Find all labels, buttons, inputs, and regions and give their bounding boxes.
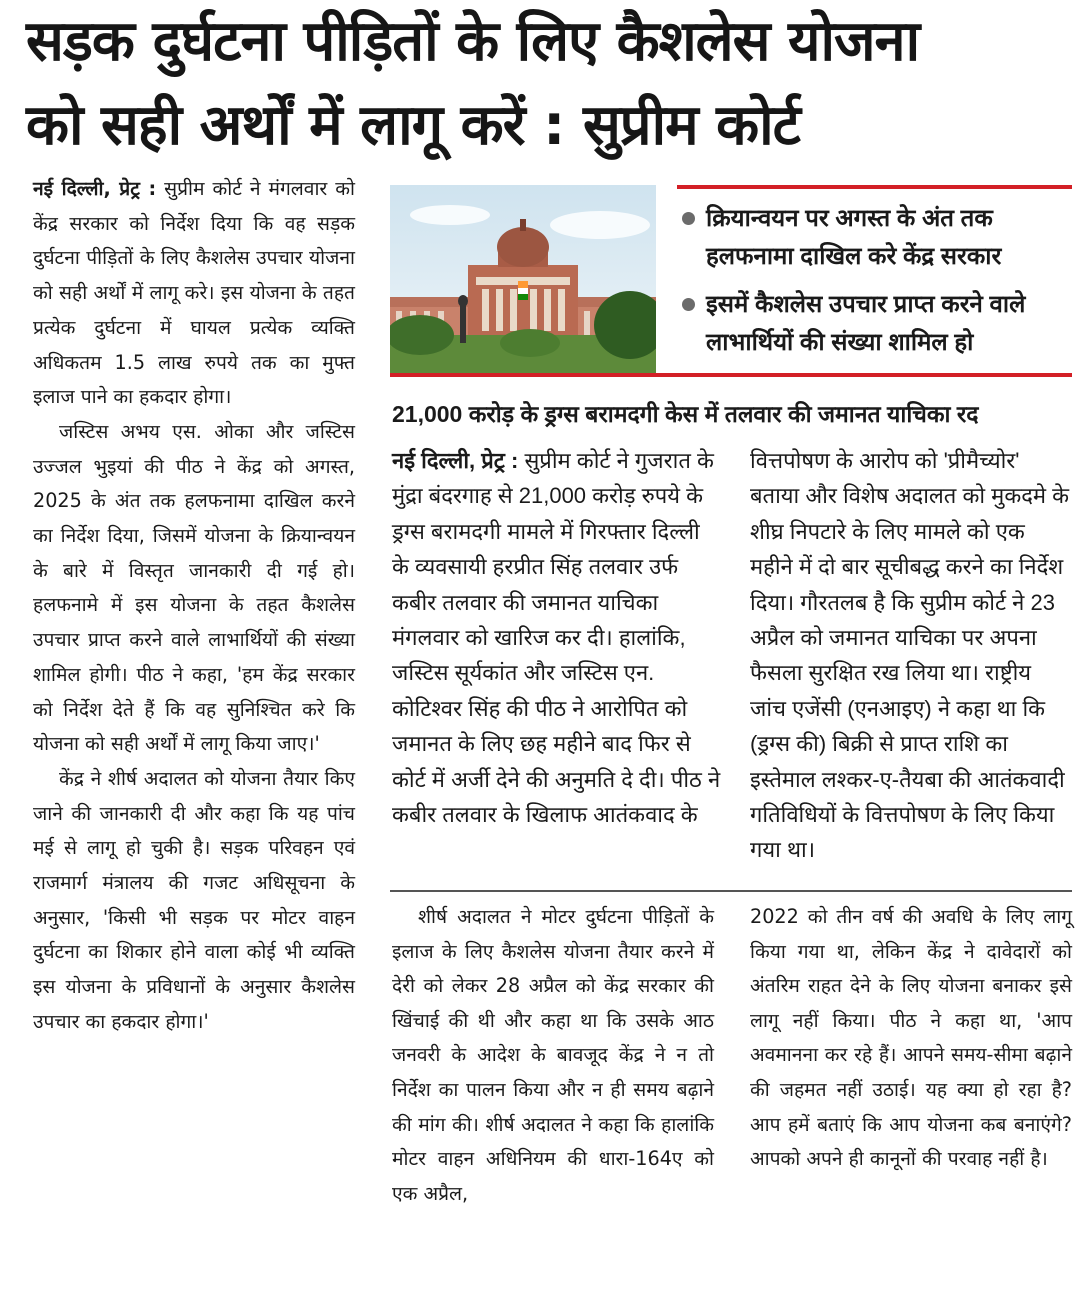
bullet-dot-icon bbox=[682, 212, 695, 225]
highlight-text-2: इसमें कैशलेस उपचार प्राप्त करने वाले लाभार्थियों की संख्या शामिल हो bbox=[706, 291, 1026, 356]
lead-story-column bbox=[33, 172, 355, 1040]
lead-paragraph-1 bbox=[33, 172, 355, 415]
second-story-dateline: नई दिल्ली, प्रेट्र : bbox=[392, 448, 519, 473]
bullet-dot-icon bbox=[682, 298, 695, 311]
lead-paragraph-2: जस्टिस अभय एस. ओका और जस्टिस उज्जल भुइयां की पीठ ने केंद्र को अगस्त, 2025 के अंत तक हलफनामा दाखिल करने का निर्देश दिया, जिसमें योजना के क्रियान्वयन के बारे में विस्तृत जानकारी दी गई हो। हलफनामे में इस योजना के तहत कैशलेस उपचार प्राप्त करने वाले लाभार्थियों की संख्या शामिल होगी। पीठ ने कहा, 'हम केंद्र सरकार को निर्देश देते हैं कि वह सुनिश्चित करे कि योजना को सही अर्थों में लागू किया जाए।' bbox=[33, 419, 355, 756]
second-story-column-1 bbox=[392, 443, 722, 832]
headline-line-1: सड़क दुर्घटना पीड़ितों के लिए कैशलेस योजना bbox=[26, 9, 920, 74]
photo-bottom-rule bbox=[390, 373, 1072, 377]
second-story-col2-text: वित्तपोषण के आरोप को 'प्रीमैच्योर' बताया और विशेष अदालत को मुकदमे के शीघ्र निपटारे के लिए मामले को एक महीने में दो बार सूचीबद्ध करने का निर्देश दिया। गौरतलब है कि सुप्रीम कोर्ट ने 23 अप्रैल को जमानत याचिका पर अपना फैसला सुरक्षित रख लिया था। राष्ट्रीय जांच एजेंसी (एनआइए) ने कहा था कि (ड्रग्स की) बिक्री से प्राप्त राशि का इस्तेमाल लश्कर-ए-तैयबा की आतंकवादी गतिविधियों के वित्तपोषण के लिए किया गया था। bbox=[750, 448, 1070, 863]
lead-paragraph-3: केंद्र ने शीर्ष अदालत को योजना तैयार किए जाने की जानकारी दी और कहा कि यह पांच मई से लागू हो चुकी है। सड़क परिवहन एवं राजमार्ग मंत्रालय की गजट अधिसूचना के अनुसार, 'किसी भी सड़क पर मोटर वाहन दुर्घटना का शिकार होने वाला कोई भी व्यक्ति इस योजना के प्रविधानों के अनुसार कैशलेस उपचार का हकदार होगा।' bbox=[33, 766, 355, 1033]
supreme-court-building-image bbox=[390, 185, 656, 373]
highlights-box bbox=[680, 200, 1072, 372]
section-divider bbox=[390, 890, 1072, 892]
highlights-top-rule bbox=[677, 185, 1072, 189]
supreme-court-photo bbox=[390, 185, 656, 373]
lead-dateline: नई दिल्ली, प्रेट्र : bbox=[33, 177, 157, 200]
lead-continued-column-2 bbox=[750, 900, 1072, 1177]
highlight-text-1: क्रियान्वयन पर अगस्त के अंत तक हलफनामा दाखिल करे केंद्र सरकार bbox=[706, 205, 1002, 270]
second-story-column-2 bbox=[750, 443, 1072, 868]
second-story-col1-text: सुप्रीम कोर्ट ने गुजरात के मुंद्रा बंदरगाह से 21,000 करोड़ रुपये के ड्रग्स बरामदगी मामले में गिरफ्तार दिल्ली के व्यवसायी हरप्रीत सिंह तलवार उर्फ कबीर तलवार की जमानत याचिका मंगलवार को खारिज कर दी। हालांकि, जस्टिस सूर्यकांत और जस्टिस एन. कोटिश्वर सिंह की पीठ ने आरोपित को जमानत के लिए छह महीने बाद फिर से कोर्ट में अर्जी देने की अनुमति दे दी। पीठ ने कबीर तलवार के खिलाफ आतंकवाद के bbox=[392, 448, 721, 828]
main-headline bbox=[26, 0, 1066, 168]
highlight-item bbox=[680, 286, 1072, 362]
lead-continued-column-1 bbox=[392, 900, 714, 1211]
lead-continued-paragraph-2: 2022 को तीन वर्ष की अवधि के लिए लागू किया गया था, लेकिन केंद्र ने दावेदारों को अंतरिम राहत देने के लिए योजना बनाकर इसे लागू नहीं किया। पीठ ने कहा था, 'आप अवमानना कर रहे हैं। आपने समय-सीमा बढ़ाने की जहमत नहीं उठाई। यह क्या हो रहा है? आप हमें बताएं कि आप योजना कब बनाएंगे? आपको अपने ही कानूनों की परवाह नहीं है। bbox=[750, 905, 1072, 1171]
headline-line-2: को सही अर्थों में लागू करें : सुप्रीम कोर्ट bbox=[26, 93, 800, 158]
highlight-item bbox=[680, 200, 1072, 276]
second-story-headline: 21,000 करोड़ के ड्रग्स बरामदगी केस में तलवार की जमानत याचिका रद bbox=[392, 401, 979, 427]
lead-paragraph-1-text: सुप्रीम कोर्ट ने मंगलवार को केंद्र सरकार को निर्देश दिया कि वह सड़क दुर्घटना पीड़ितों के लिए कैशलेस उपचार योजना को सही अर्थों में लागू करे। इस योजना के तहत प्रत्येक दुर्घटना में घायल प्रत्येक व्यक्ति अधिकतम 1.5 लाख रुपये तक का मुफ्त इलाज पाने का हकदार होगा। bbox=[33, 177, 355, 409]
lead-continued-paragraph-1: शीर्ष अदालत ने मोटर दुर्घटना पीड़ितों के इलाज के लिए कैशलेस योजना तैयार करने में देरी को लेकर 28 अप्रैल को केंद्र सरकार की खिंचाई की थी और कहा था कि उसके आठ जनवरी के आदेश के बावजूद केंद्र ने न तो निर्देश का पालन किया और न ही समय बढ़ाने की मांग की। शीर्ष अदालत ने कहा कि हालांकि मोटर वाहन अधिनियम की धारा-164ए को एक अप्रैल, bbox=[392, 905, 714, 1205]
